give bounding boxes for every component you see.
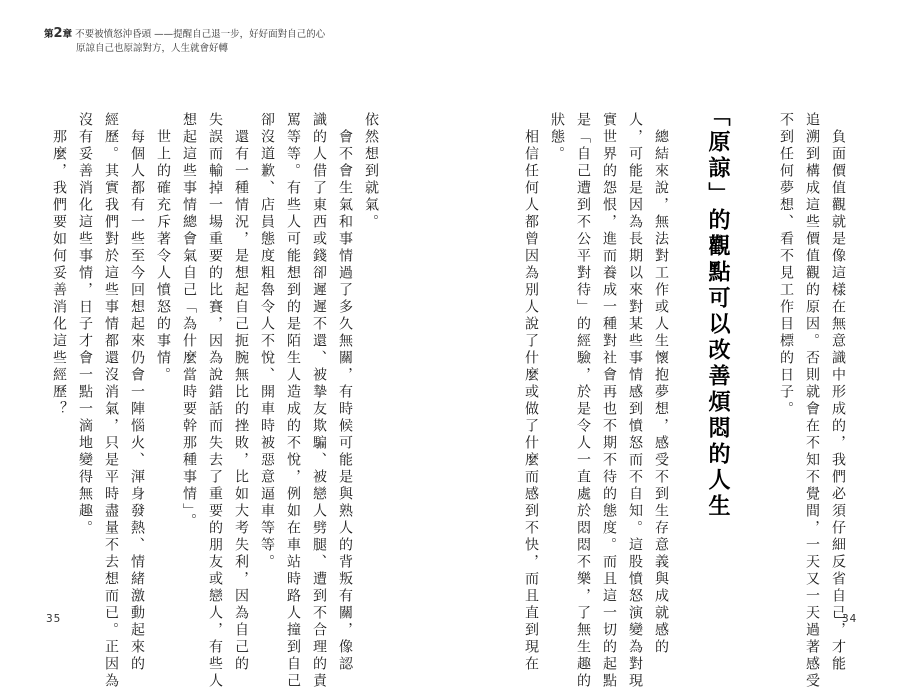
page-number-right: 34 [842, 613, 858, 625]
text-column: 想起這些事情總會氣自己「為什麼當時要幹那種事情」。 [181, 112, 197, 530]
text-column: 會不會生氣和事情過了多久無關，有時候可能是與熟人的背叛有關，像認 [337, 112, 353, 673]
text-column: 負面價值觀就是像這樣在無意識中形成的，我們必須仔細反省自己，才能 [830, 112, 846, 673]
text-column: 是「自己遭到不公平對待」的經驗，於是令人一直處於悶悶不樂，了無生趣的 [575, 112, 591, 690]
text-column: 相信任何人都曾因為別人說了什麼或做了什麼而感到不快，而且直到現在 [523, 112, 539, 673]
text-column: 那麼，我們要如何妥善消化這些經歷？ [51, 112, 67, 418]
text-column: 狀態。 [549, 112, 565, 163]
chapter-prefix: 第 [44, 29, 54, 40]
text-column: 沒有妥善消化這些事情，日子才會一點一滴地變得無趣。 [77, 112, 93, 537]
text-column: 經歷。其實我們對於這些事情都還沒消氣，只是平時盡量不去想而已。正因為 [103, 112, 119, 690]
text-column: 依然想到就氣。 [363, 112, 379, 231]
text-column: 追溯到構成這些價值觀的原因。否則就會在不知不覺間，一天又一天過著感受 [804, 112, 820, 690]
text-column: 實世界的怨恨，進而養成一種對社會再也不期不待的態度。而且這一切的起點 [601, 112, 617, 690]
text-column: 還有一種情況，是想起自己扼腕無比的挫敗，比如大考失利，因為自己的 [233, 112, 249, 673]
chapter-suffix: 章 [62, 29, 73, 40]
text-column: 識的人借了東西或錢卻遲遲不還、被摯友欺騙、被戀人劈腿、遭到不合理的責 [311, 112, 327, 690]
text-column: 不到任何夢想、看不見工作目標的日子。 [778, 112, 794, 418]
text-column: 每個人都有一些至今回想起來仍會一陣惱火、渾身發熱、情緒激動起來的 [129, 112, 145, 673]
running-header-subtitle: 原諒自己也原諒對方，人生就會好轉 [76, 43, 229, 54]
running-header-chapter [44, 26, 325, 41]
section-heading: 「原諒」的觀點可以改善煩悶的人生 [705, 104, 730, 520]
text-column: 總結來說，無法對工作或人生懷抱夢想，感受不到生存意義與成就感的 [653, 112, 669, 656]
chapter-title: 不要被憤怒沖昏頭 ——提醒自己退一步，好好面對自己的心 [75, 29, 326, 40]
chapter-number: 2 [53, 26, 63, 41]
text-column: 世上的確充斥著令人憤怒的事情。 [155, 112, 171, 384]
text-column: 卻沒道歉、店員態度粗魯令人不悅、開車時被惡意逼車等等。 [259, 112, 275, 571]
text-column: 罵等等。有些人可能想到的是陌生人造成的不悅，例如在車站時路人撞到自己 [285, 112, 301, 690]
text-column: 失誤而輸掉一場重要的比賽，因為說錯話而失去了重要的朋友或戀人，有些人 [207, 112, 223, 690]
text-column: 人，可能是因為長期以來對某些事情感到憤怒而不自知。這股憤怒演變為對現 [627, 112, 643, 690]
page-number-left: 35 [46, 613, 62, 625]
